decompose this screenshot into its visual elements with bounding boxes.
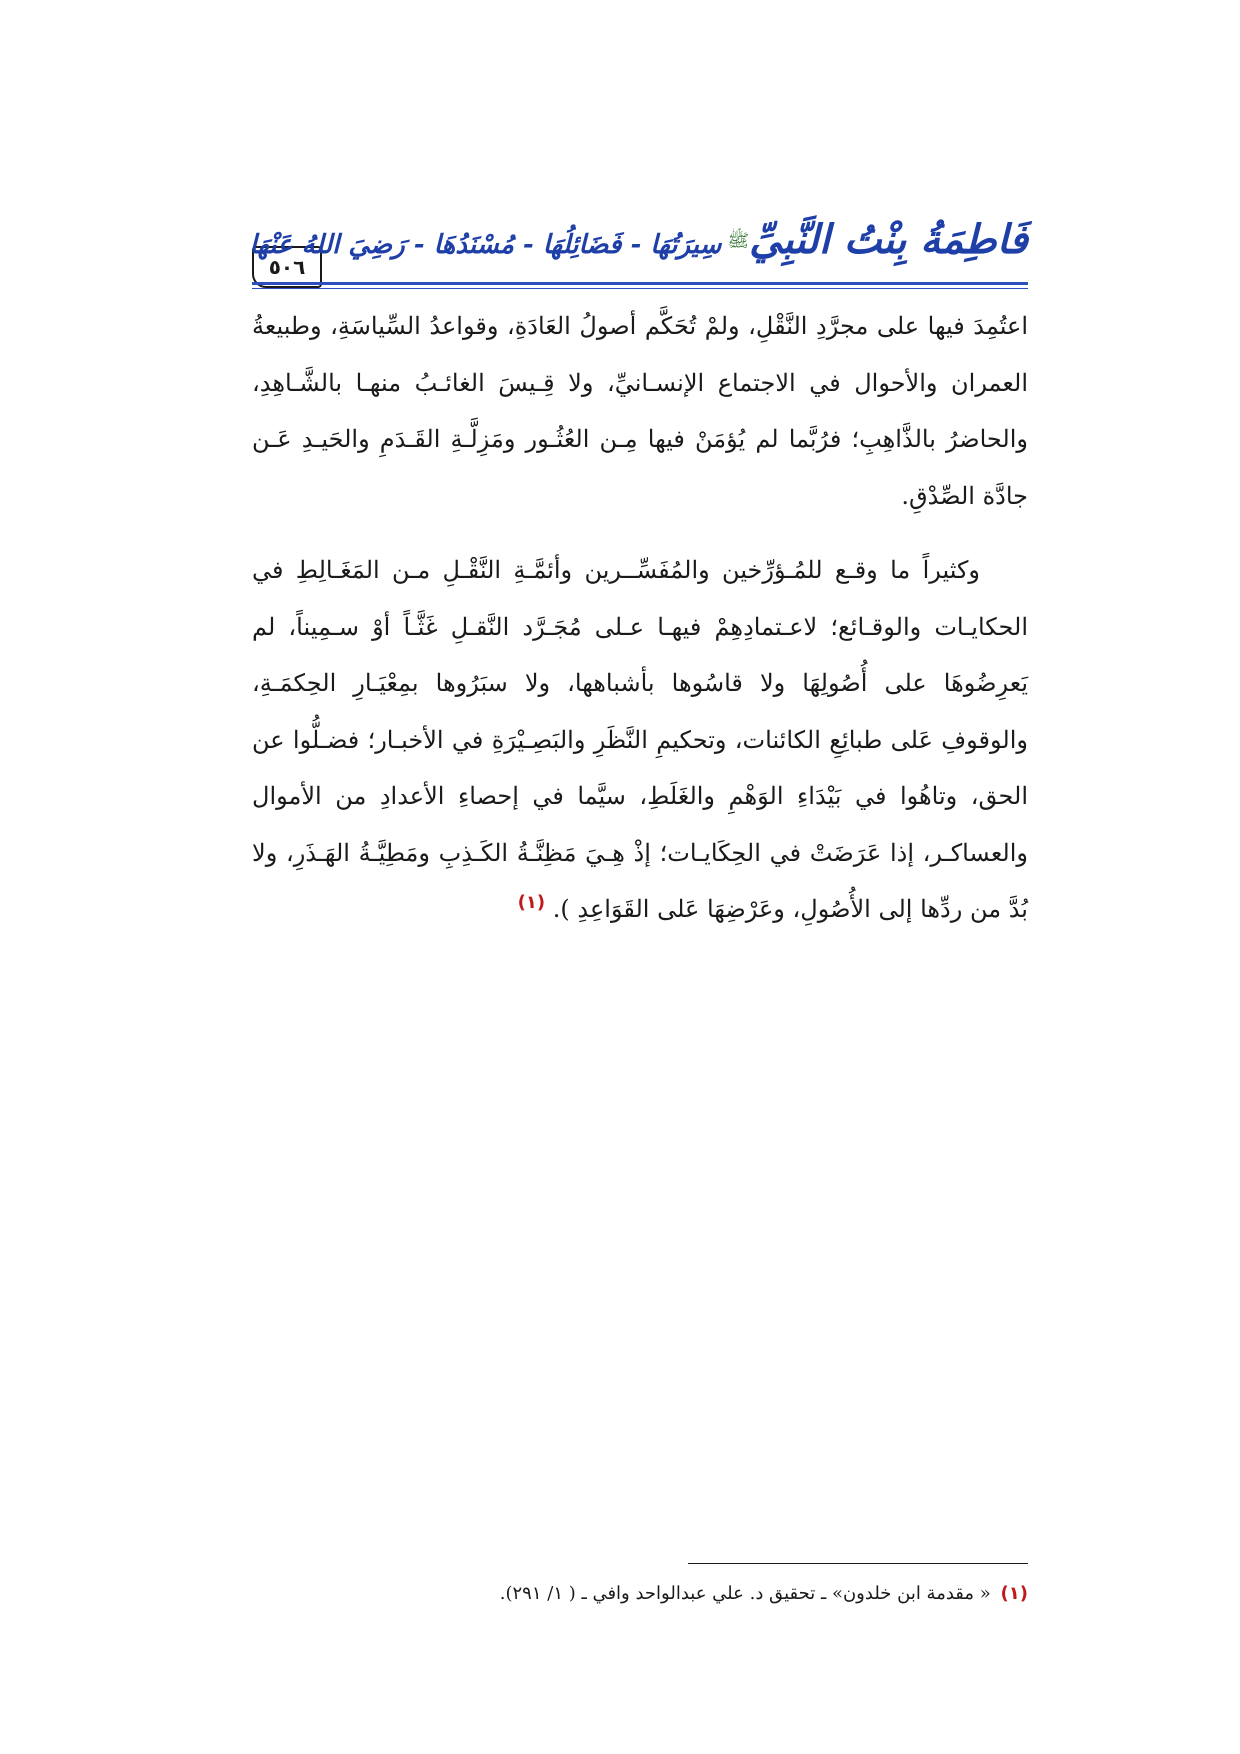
- footnote-reference[interactable]: (١): [517, 892, 546, 913]
- page-number: ٥٠٦: [252, 246, 322, 288]
- paragraph: [252, 542, 1028, 938]
- honorific-glyph: ﷺ: [727, 230, 750, 252]
- paragraph-text: وكثيراً ما وقـع للمُـؤرِّخين والمُفَسِّــرين وأئمَّـةِ النَّقْـلِ مـن المَغَـالِطِ في الحكايـات والوقـائع؛ لاعـتمادِهِمْ فيهـا عـلى مُجَـرَّد النَّقـلِ غَثَّـاً أوْ سـمِيناً، لم يَعرِضُوهَا على أُصُولِهَا ولا قاسُوها بأشباهها، ولا سبَرُوها بمِعْيَـارِ الحِكمَـةِ، والوقوفِ عَلى طبائِعِ الكائنات، وتحكيمِ النَّظَرِ والبَصِـيْرَةِ في الأخبـار؛ فضـلُّوا عن الحق، وتاهُوا في بَيْدَاءِ الوَهْمِ والغَلَطِ، سيَّما في إحصاءِ الأعدادِ من الأموال والعساكـر، إذا عَرَضَتْ في الحِكَايـات؛ إذْ هِـيَ مَظِنَّـةُ الكَـذِبِ ومَطِيَّـةُ الهَـذَرِ، ولا بُدَّ من ردِّها إلى الأُصُولِ، وعَرْضِهَا عَلى القَوَاعِدِ ).: [252, 556, 1028, 923]
- header-rule-thin: [252, 288, 1028, 289]
- header-rule: [252, 282, 1028, 285]
- paragraph: اعتُمِدَ فيها على مجرَّدِ النَّقْلِ، ولمْ تُحَكَّم أصولُ العَادَةِ، وقواعدُ السِّياسَةِ، وطبيعةُ العمران والأحوال في الاجتماع الإنسـانيِّ، ولا قِـيسَ الغائـبُ منهـا بالشَّـاهِدِ، والحاضرُ بالذَّاهِبِ؛ فرُبَّما لم يُؤمَنْ فيها مِـن العُثُـور ومَزِلَّـةِ القَـدَمِ والحَيـدِ عَـن جادَّة الصِّدْقِ.: [252, 312, 1028, 510]
- footnote-text: « مقدمة ابن خلدون» ـ تحقيق د. علي عبدالواحد وافي ـ ( ١/ ٢٩١).: [499, 1583, 991, 1604]
- footnote-number: (١): [1000, 1583, 1028, 1604]
- footnote-divider: [688, 1563, 1028, 1564]
- book-title: فَاطِمَةُ بِنْتُ النَّبِيِّ: [749, 216, 1028, 263]
- book-subtitle: سِيرَتُهَا - فَضَائِلُهَا - مُسْنَدُهَا - رَضِيَ اللهُ عَنْهَا: [249, 230, 722, 260]
- footnote: [252, 1578, 1028, 1610]
- page-header: [249, 196, 1028, 286]
- main-text: [252, 298, 1028, 938]
